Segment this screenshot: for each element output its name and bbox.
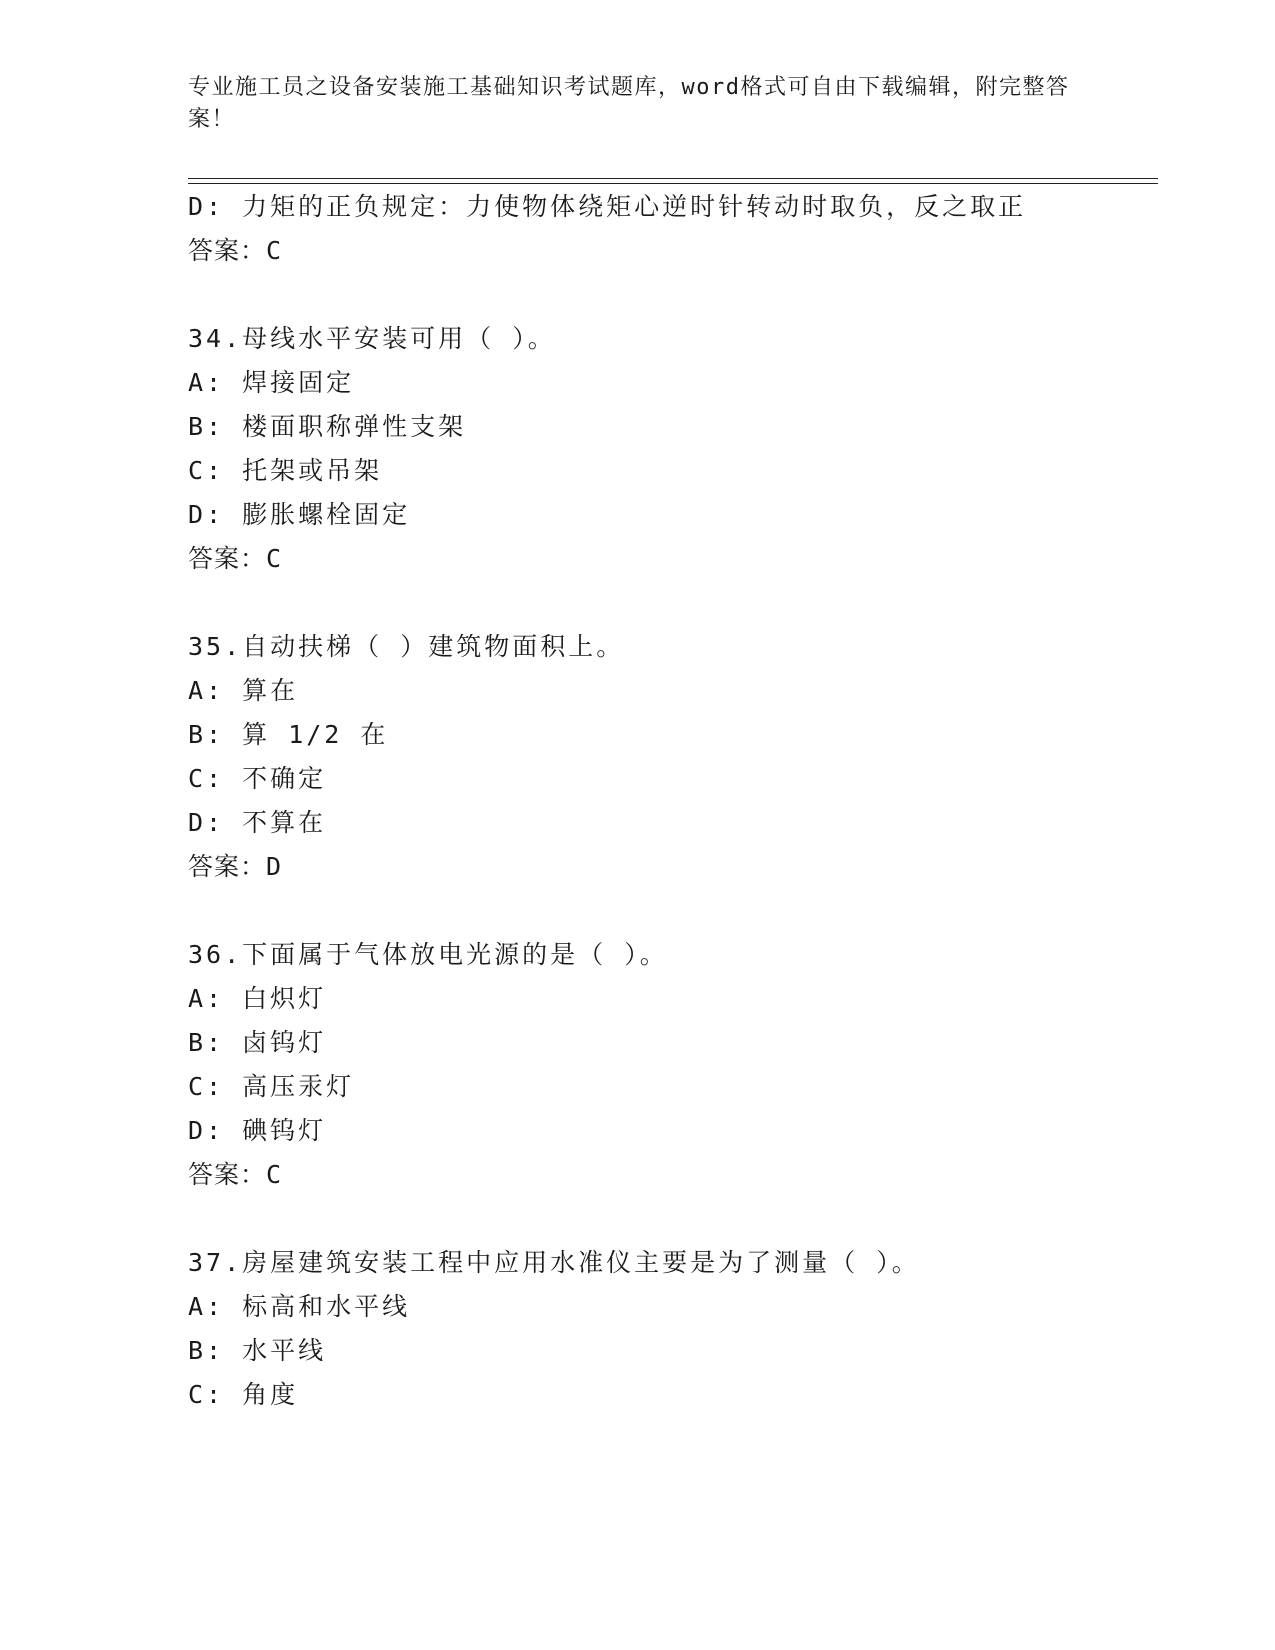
q33-answer: 答案：C	[188, 236, 283, 265]
q37-option-b: B: 水平线	[188, 1336, 327, 1365]
q37-stem: 37.房屋建筑安装工程中应用水准仪主要是为了测量（ ）。	[188, 1248, 920, 1277]
q34-option-c: C: 托架或吊架	[188, 456, 383, 485]
q34-option-a: A: 焊接固定	[188, 368, 355, 397]
q36-option-a: A: 白炽灯	[188, 984, 327, 1013]
q35-option-c: C: 不确定	[188, 764, 327, 793]
q34-option-b: B: 楼面职称弹性支架	[188, 412, 467, 441]
q37-option-c: C: 角度	[188, 1380, 299, 1409]
q34-option-d: D: 膨胀螺栓固定	[188, 500, 411, 529]
header-rule-top	[188, 178, 1158, 179]
q35-option-b: B: 算 1/2 在	[188, 720, 389, 749]
q37-option-a: A: 标高和水平线	[188, 1292, 411, 1321]
document-header: 专业施工员之设备安装施工基础知识考试题库，word格式可自由下载编辑，附完整答案！	[188, 75, 1070, 132]
header-rule-bottom	[188, 183, 1158, 184]
q35-option-a: A: 算在	[188, 676, 299, 705]
q34-answer: 答案：C	[188, 544, 283, 573]
q35-option-d: D: 不算在	[188, 808, 327, 837]
q36-option-c: C: 高压汞灯	[188, 1072, 355, 1101]
q36-option-d: D: 碘钨灯	[188, 1116, 327, 1145]
q35-answer: 答案：D	[188, 852, 283, 881]
q35-stem: 35.自动扶梯（ ）建筑物面积上。	[188, 632, 625, 661]
q36-answer: 答案：C	[188, 1160, 283, 1189]
q34-stem: 34.母线水平安装可用（ ）。	[188, 324, 556, 353]
q36-stem: 36.下面属于气体放电光源的是（ ）。	[188, 940, 668, 969]
q36-option-b: B: 卤钨灯	[188, 1028, 327, 1057]
q33-option-d: D: 力矩的正负规定：力使物体绕矩心逆时针转动时取负，反之取正	[188, 192, 1027, 221]
